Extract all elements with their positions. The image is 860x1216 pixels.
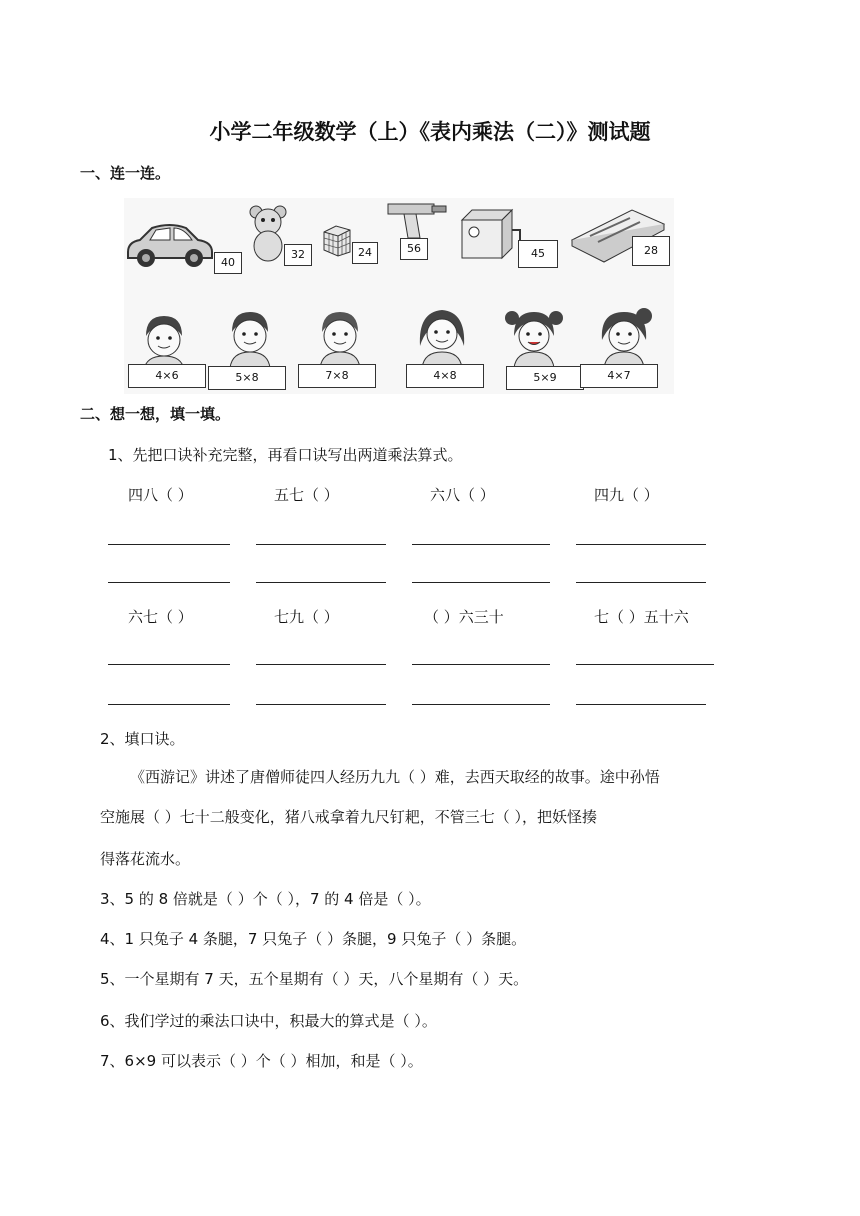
q1-prompt: 1、先把口诀补充完整，再看口诀写出两道乘法算式。 — [108, 446, 463, 464]
answer-line[interactable] — [256, 664, 386, 665]
answer-line[interactable] — [108, 664, 230, 665]
answer-line[interactable] — [412, 582, 550, 583]
question-7: 7、6×9 可以表示（ ）个（ ）相加，和是（ ）。 — [100, 1052, 423, 1070]
toy-card: 24 — [352, 242, 378, 264]
answer-line[interactable] — [256, 582, 386, 583]
teddy-bear-icon — [248, 204, 288, 264]
kid-card: 5×8 — [208, 366, 286, 390]
chant-blank: 七九（ ） — [274, 608, 339, 626]
toy-card: 56 — [400, 238, 428, 260]
question-4: 4、1 只兔子 4 条腿，7 只兔子（ ）条腿，9 只兔子（ ）条腿。 — [100, 930, 527, 948]
toy-card: 45 — [518, 240, 558, 268]
answer-line[interactable] — [412, 664, 550, 665]
chant-blank: 四八（ ） — [128, 486, 193, 504]
q2-paragraph-line: 《西游记》讲述了唐僧师徒四人经历九九（ ）难，去西天取经的故事。途中孙悟 — [130, 768, 660, 786]
toy-gun-icon — [386, 202, 450, 242]
answer-line[interactable] — [576, 544, 706, 545]
answer-line[interactable] — [256, 704, 386, 705]
q2-paragraph-line: 得落花流水。 — [100, 850, 191, 868]
page-title: 小学二年级数学（上）《表内乘法（二）》测试题 — [209, 120, 651, 144]
toy-card: 28 — [632, 236, 670, 266]
chant-blank: 五七（ ） — [274, 486, 339, 504]
kid-card: 5×9 — [506, 366, 584, 390]
cube-puzzle-icon — [320, 222, 354, 258]
chant-blank: 四九（ ） — [594, 486, 659, 504]
section1-heading: 一、连一连。 — [80, 164, 171, 182]
answer-line[interactable] — [412, 704, 550, 705]
answer-line[interactable] — [108, 544, 230, 545]
girl-icon — [414, 306, 470, 368]
chant-blank: 七（ ）五十六 — [594, 608, 689, 626]
section2-heading: 二、想一想，填一填。 — [80, 405, 231, 423]
toy-car-icon — [124, 220, 216, 270]
boy-icon — [136, 312, 192, 370]
kid-card: 4×8 — [406, 364, 484, 388]
answer-line[interactable] — [412, 544, 550, 545]
kid-card: 7×8 — [298, 364, 376, 388]
kid-card: 4×6 — [128, 364, 206, 388]
answer-line[interactable] — [576, 664, 714, 665]
girl-icon — [504, 306, 564, 368]
q2-paragraph-line: 空施展（ ）七十二般变化，猪八戒拿着九尺钉耙，不管三七（ ），把妖怪揍 — [100, 808, 598, 826]
answer-line[interactable] — [256, 544, 386, 545]
question-6: 6、我们学过的乘法口诀中，积最大的算式是（ ）。 — [100, 1012, 437, 1030]
kid-card: 4×7 — [580, 364, 658, 388]
answer-line[interactable] — [576, 704, 706, 705]
q2-label: 2、填口诀。 — [100, 730, 185, 748]
toy-card: 32 — [284, 244, 312, 266]
answer-line[interactable] — [108, 704, 230, 705]
girl-icon — [594, 306, 654, 368]
pencil-sharpener-icon — [458, 206, 522, 264]
matching-picture — [124, 198, 674, 394]
question-3: 3、5 的 8 倍就是（ ）个（ ），7 的 4 倍是（ ）。 — [100, 890, 431, 908]
chant-blank: 六七（ ） — [128, 608, 193, 626]
answer-line[interactable] — [576, 582, 706, 583]
answer-line[interactable] — [108, 582, 230, 583]
chant-blank: 六八（ ） — [430, 486, 495, 504]
question-5: 5、一个星期有 7 天，五个星期有（ ）天，八个星期有（ ）天。 — [100, 970, 529, 988]
boy-icon — [222, 308, 278, 368]
toy-card: 40 — [214, 252, 242, 274]
boy-icon — [312, 308, 368, 368]
chant-blank: （ ）六三十 — [424, 608, 504, 626]
